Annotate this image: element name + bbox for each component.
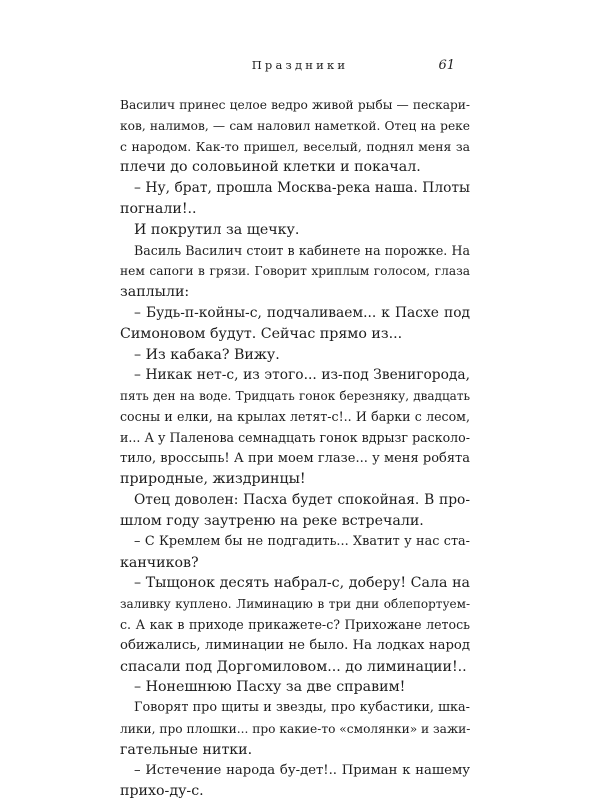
text-line: канчиков?	[120, 554, 199, 571]
text-line: лики, про плошки... про какие-то «смолянки» и зажи-	[120, 721, 471, 736]
text-line: с. А как в приходе прикажете-с? Прихожане летось	[120, 616, 470, 632]
text-line: Симоновом будут. Сейчас прямо из...	[120, 325, 403, 342]
text-line: Отец доволен: Пасха будет спокойная. В про-	[134, 492, 470, 509]
text-line: шлом году заутреню на реке встречали.	[120, 512, 424, 529]
text-line: – Ну, брат, прошла Москва-река наша. Плоты	[134, 180, 470, 197]
text-line: спасали под Доргомиловом... до лиминации!..	[120, 658, 467, 675]
text-line: нем сапоги в грязи. Говорит хриплым голосом, глаза	[120, 264, 470, 279]
text-line: – Истечение народа бу-дет!.. Приман к нашему	[134, 762, 470, 778]
text-line: – Из кабака? Вижу.	[134, 346, 280, 363]
text-line: пять ден на воде. Тридцать гонок березняку, двадцать	[120, 389, 470, 404]
text-line: – Никак нет-с, из этого... из-под Звенигорода,	[134, 367, 470, 384]
text-line: гательные нитки.	[120, 741, 253, 758]
text-line: плечи до соловьиной клетки и покачал.	[120, 159, 421, 176]
text-line: заплыли:	[120, 284, 190, 301]
text-line: и... А у Паленова семнадцать гонок вдрызг расколо-	[120, 429, 470, 445]
page-number: 61	[438, 58, 455, 73]
running-title: Праздники	[251, 58, 349, 72]
text-line: природные, жиздринцы!	[120, 471, 306, 488]
text-line: – Тыщонок десять набрал-с, доберу! Сала на	[134, 575, 470, 592]
text-line: заливку куплено. Лиминацию в три дни облепортуем-	[120, 597, 470, 612]
text-line: Василь Василич стоит в кабинете на порожке. На	[134, 242, 470, 258]
text-line: сосны и елки, на крылах летят-с!.. И барки с лесом,	[120, 408, 470, 424]
text-line: погнали!..	[120, 200, 197, 217]
text-line: прихо-ду-с.	[120, 783, 204, 800]
text-line: тило, вроссыпь! А при моем глазе... у меня робята	[120, 450, 470, 466]
text-line: обижались, лиминации не было. На лодках народ	[120, 637, 470, 653]
running-head	[0, 58, 600, 78]
text-line: – Нонешнюю Пасху за две справим!	[134, 679, 406, 696]
body-text	[120, 95, 470, 802]
text-line: Говорят про щиты и звезды, про кубастики, шка-	[134, 700, 470, 716]
text-line: Василич принес целое ведро живой рыбы — пескари-	[120, 98, 470, 112]
text-line: И покрутил за щечку.	[134, 221, 300, 238]
text-line: – Будь-п-койны-с, подчаливаем... к Пасхе под	[134, 304, 470, 321]
text-line: с народом. Как-то пришел, веселый, поднял меня за	[120, 138, 470, 154]
text-line: ков, налимов, — сам наловил наметкой. Отец на реке	[120, 118, 470, 133]
text-line: – С Кремлем бы не подгадить... Хватит у нас ста-	[134, 533, 470, 549]
